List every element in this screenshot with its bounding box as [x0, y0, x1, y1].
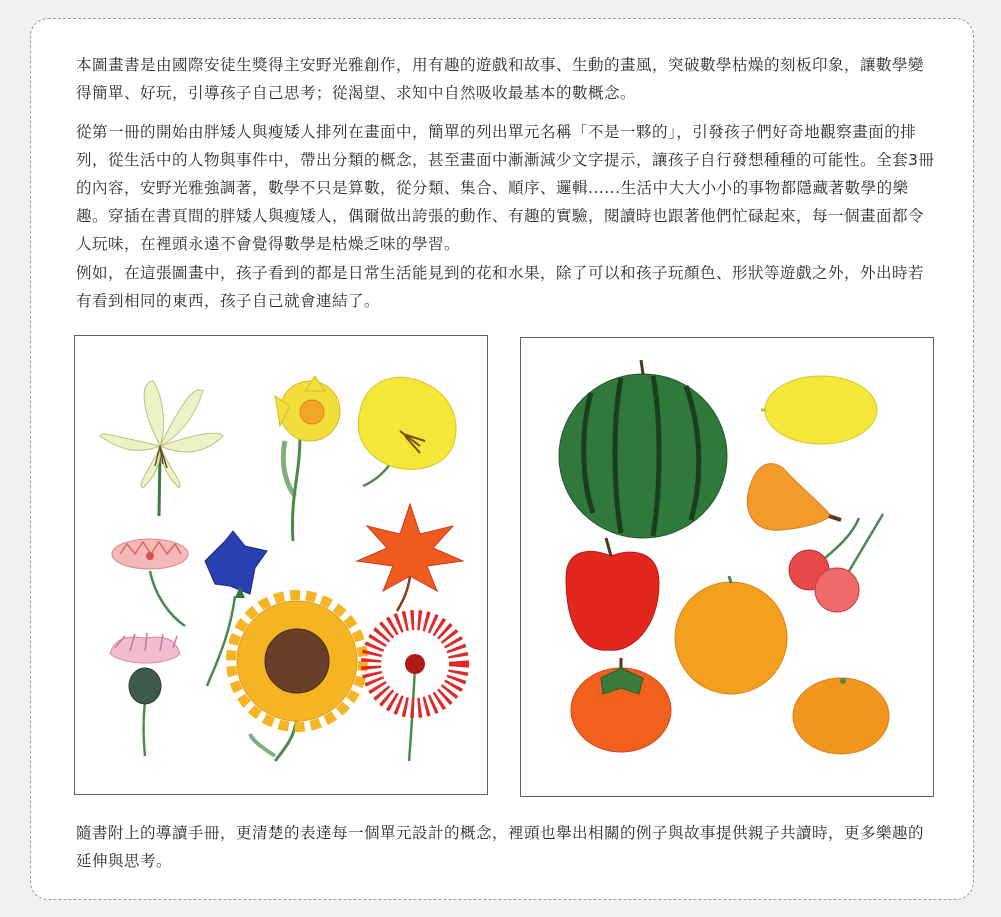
pear-icon: [747, 464, 841, 531]
yellow-flower-icon: [358, 377, 456, 486]
cherries-icon: [789, 514, 883, 612]
tangerine-icon: [793, 678, 889, 754]
example-paragraph: 例如，在這張圖畫中，孩子看到的都是日常生活能見到的花和水果，除了可以和孩子玩顏色、形狀等遊戲之外，外出時若有看到相同的東西，孩子自己就會連結了。: [76, 264, 925, 310]
pink-blossom-icon: [112, 539, 188, 626]
flowers-illustration: [74, 335, 488, 795]
fruits-illustration: [520, 337, 934, 797]
gerbera-icon: [371, 620, 459, 761]
sunflower-icon: [231, 595, 363, 761]
daffodil-icon: [275, 376, 340, 541]
maple-leaf-icon: [357, 504, 463, 611]
content-card: [30, 18, 974, 900]
guide-paragraph: 隨書附上的導讀手冊，更清楚的表達每一個單元設計的概念，裡頭也舉出相關的例子與故事提供親子共讀時，更多樂趣的延伸與思考。: [76, 824, 925, 870]
persimmon-icon: [571, 658, 671, 752]
intro-paragraph: 本圖畫書是由國際安徒生獎得主安野光雅創作，用有趣的遊戲和故事、生動的畫風，突破數學枯燥的刻板印象，讓數學變得簡單、好玩，引導孩子自己思考；從渴望、求知中自然吸收最基本的數概念。: [76, 56, 925, 102]
watermelon-icon: [559, 360, 727, 538]
lemon-icon: [761, 376, 877, 444]
apple-icon: [566, 538, 659, 650]
thistle-icon: [110, 633, 180, 756]
series-paragraph: 從第一冊的開始由胖矮人與瘦矮人排列在畫面中，簡單的列出單元名稱「不是一夥的」，引發孩子們好奇地觀察畫面的排列，從生活中的人物與事件中，帶出分類的概念，甚至畫面中漸漸減少文字提示，讓孩子自行發想種種的可能性。全套3冊的內容，安野光雅強調著，數學不只是算數，從分類、集合、順序、邏輯......生活中大大小小的事物都隱藏著數學的樂趣。穿插在書頁間的胖矮人與瘦矮人，偶爾做出誇張的動作、有趣的實驗，閱讀時也跟著他們忙碌起來，每一個畫面都令人玩味，在裡頭永遠不會覺得數學是枯燥乏味的學習。: [76, 123, 935, 253]
orange-icon: [675, 576, 787, 694]
lily-icon: [100, 381, 223, 516]
